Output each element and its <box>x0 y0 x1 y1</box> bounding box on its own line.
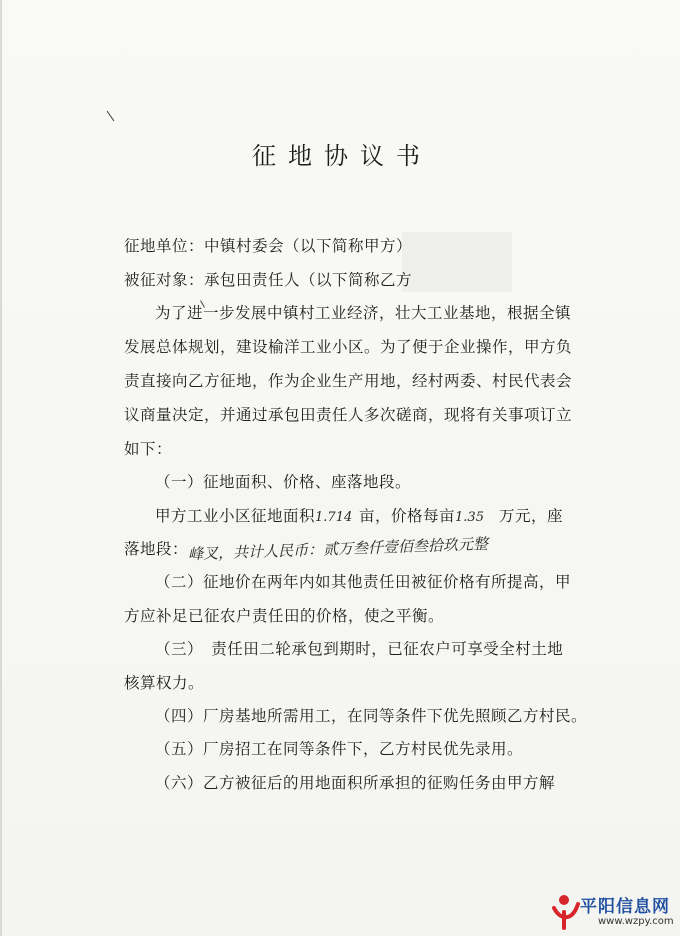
scan-stain <box>402 232 512 292</box>
clause-1-heading: （一）征地面积、价格、座落地段。 <box>155 473 412 491</box>
intro-line-1: 为了进一步发展中镇村工业经济，壮大工业基地，根据全镇 <box>155 304 572 322</box>
site-watermark-logo <box>550 890 680 934</box>
clause-3-line-1: （三） 责任田二轮承包到期时，已征农户可享受全村土地 <box>155 640 564 658</box>
price-suffix: 万元，座 <box>499 507 564 525</box>
scan-mark <box>107 111 115 121</box>
area-mid: 亩，价格每亩 <box>359 507 456 525</box>
handwritten-price: 1.35 <box>455 510 484 525</box>
logo-mark-icon <box>550 890 582 930</box>
unit-line: 征地单位：中镇村委会（以下简称甲方） <box>124 237 413 255</box>
clause-6-line: （六）乙方被征后的用地面积所承担的征购任务由甲方解 <box>155 774 556 792</box>
handwritten-area: 1.714 <box>315 510 353 525</box>
watermark-site-url: www.wzpy.com <box>598 916 674 927</box>
clause-2-line-2: 方应补足已征农户责任田的价格，使之平衡。 <box>124 607 445 625</box>
clause-2-line-1: （二）征地价在两年内如其他责任田被征价格有所提高，甲 <box>155 573 572 591</box>
clause-5-line: （五）厂房招工在同等条件下，乙方村民优先录用。 <box>155 740 524 758</box>
clause-1-location-line <box>124 534 489 564</box>
handwritten-location: 峰叉，共计人民币：贰万叁仟壹佰叁拾玖元整 <box>187 534 489 564</box>
intro-line-3: 责直接向乙方征地，作为企业生产用地，经村两委、村民代表会 <box>124 372 573 390</box>
intro-line-5: 如下： <box>124 440 173 458</box>
location-prefix: 落地段： <box>124 540 189 558</box>
intro-line-4: 议商量决定，并通过承包田责任人多次磋商，现将有关事项订立 <box>124 406 573 424</box>
document-title: 征地协议书 <box>252 142 432 170</box>
area-prefix: 甲方工业小区征地面积 <box>155 507 316 525</box>
intro-line-2: 发展总体规划，建设榆洋工业小区。为了便于企业操作，甲方负 <box>124 338 573 356</box>
clause-1-area-line <box>155 504 563 526</box>
clause-4-line: （四）厂房基地所需用工，在同等条件下优先照顾乙方村民。 <box>155 707 588 725</box>
clause-3-line-2: 核算权力。 <box>124 674 205 692</box>
target-line: 被征对象：承包田责任人（以下简称乙方 <box>124 271 413 289</box>
watermark-site-name: 平阳信息网 <box>580 897 670 917</box>
